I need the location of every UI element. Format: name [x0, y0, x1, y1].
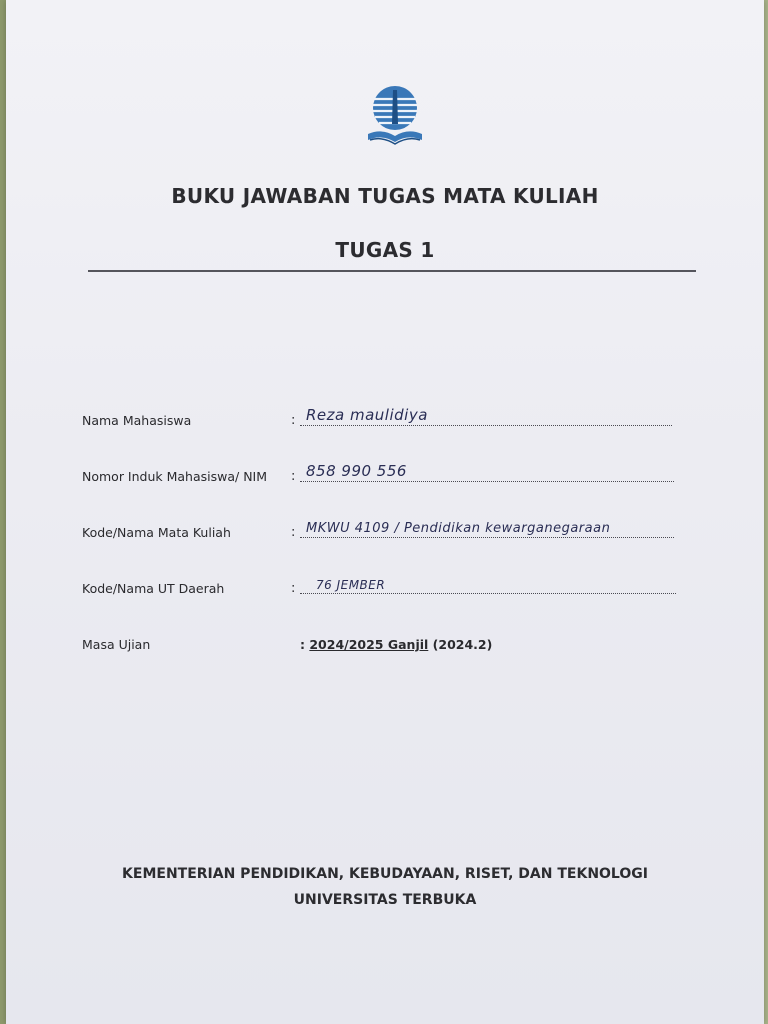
field-label: Nomor Induk Mahasiswa/ NIM [82, 469, 268, 484]
field-row-nim: Nomor Induk Mahasiswa/ NIM : 858 990 556 [6, 454, 764, 484]
field-row-ut-daerah: Kode/Nama UT Daerah : 76 JEMBER [6, 566, 764, 596]
field-label: Kode/Nama Mata Kuliah [82, 525, 231, 540]
field-label: Masa Ujian [82, 637, 151, 652]
handwritten-value: MKWU 4109 / Pendidikan kewarganegaraan [306, 521, 611, 536]
printed-value: : 2024/2025 Ganjil (2024.2) [300, 637, 493, 652]
field-row-nama: Nama Mahasiswa : Reza maulidiya [6, 398, 764, 428]
handwritten-value: Reza maulidiya [306, 406, 428, 424]
title-divider [88, 270, 696, 272]
document-subtitle: TUGAS 1 [335, 238, 435, 262]
fill-line [300, 537, 674, 538]
handwritten-value: 858 990 556 [306, 462, 407, 480]
field-row-masa-ujian [6, 622, 764, 652]
footer-university: UNIVERSITAS TERBUKA [293, 892, 477, 908]
document-title: BUKU JAWABAN TUGAS MATA KULIAH [171, 184, 599, 208]
field-row-mata-kuliah: Kode/Nama Mata Kuliah : MKWU 4109 / Pendidikan kewarganegaraan [6, 510, 764, 540]
field-label: Kode/Nama UT Daerah [82, 581, 225, 596]
fill-line [300, 425, 672, 426]
handwritten-value: 76 JEMBER [316, 578, 386, 592]
answer-sheet [6, 0, 764, 1024]
fill-line [300, 593, 676, 594]
footer-ministry: KEMENTERIAN PENDIDIKAN, KEBUDAYAAN, RISET, DAN TEKNOLOGI [122, 866, 648, 882]
fill-line [300, 481, 674, 482]
university-logo-icon [362, 84, 428, 150]
field-label: Nama Mahasiswa [82, 413, 192, 428]
